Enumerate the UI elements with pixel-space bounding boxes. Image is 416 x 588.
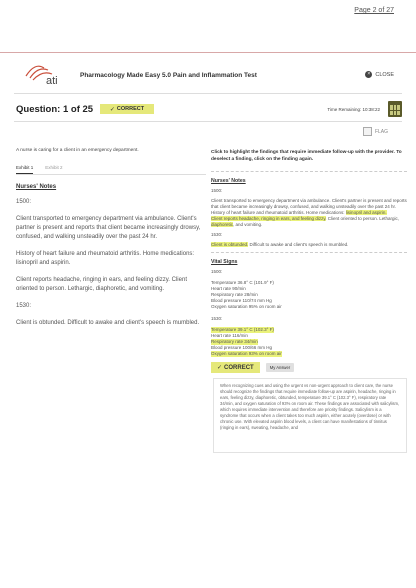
flag-label: FLAG <box>374 128 388 135</box>
vitals-list <box>211 327 407 357</box>
finding-obtunded-highlighted[interactable]: Client is obtunded. <box>211 242 249 247</box>
vital-respiratory-rate[interactable]: Respiratory rate 28/min <box>211 292 258 297</box>
finding-diaphoretic-highlighted[interactable]: diaphoretic <box>211 222 234 227</box>
answer-correct-badge <box>211 362 260 373</box>
finding-orientation[interactable]: Client oriented to person. Lethargic, <box>326 216 400 221</box>
vital-oxygen-saturation[interactable]: Oxygen saturation 95% on room air <box>211 304 282 309</box>
note-paragraph <box>211 242 407 248</box>
divider <box>14 93 402 94</box>
right-panel <box>211 150 407 453</box>
vitals-time: 1500: <box>211 269 223 274</box>
correct-badge-label: CORRECT <box>116 106 145 112</box>
note-time: 1530: <box>16 303 32 309</box>
note-paragraph[interactable]: Client transported to emergency department via ambulance. Client's partner is present and reports that client became increasingly drowsy, confused, and walking unsteadily over the past 24 hr. <box>211 198 407 209</box>
close-icon: × <box>365 71 372 78</box>
divider <box>211 252 407 253</box>
divider <box>0 52 416 53</box>
rationale-text: When recognizing cues and using the urgent vs non-urgent approach to client care, the nurse should recognize the findings that require immediate follow-up are aspirin, headache, ringing in ears, feeling dizzy, diaphoretic, obtunded, temperature 39.1° C (102.3° F), respiratory rate 34/min, and oxygen saturation of 93% on room air. These findings are associated with salicylism, which requires immediate intervention and therefore are priority findings. Salicylism is a syndrome that occurs when a client takes too much aspirin, either acutely (overdose) or with chronic use. With elevated aspirin blood levels, a client can have manifestations of tinnitus (ringing in ears), sweating, headache, and <box>213 378 407 453</box>
divider <box>211 171 407 172</box>
finding-medications-highlighted[interactable]: lisinopril and aspirin. <box>345 210 387 215</box>
logo-text: ati <box>46 75 58 86</box>
vital-respiratory-rate-highlighted[interactable]: Respiratory rate 34/min <box>211 339 258 344</box>
vitals-title: Vital Signs <box>211 259 238 265</box>
close-label: CLOSE <box>375 71 394 78</box>
note-paragraph <box>211 216 407 228</box>
vital-heart-rate[interactable]: Heart rate 116/min <box>211 333 248 338</box>
time-remaining: Time Remaining: 10:38:22 <box>327 107 380 112</box>
note-paragraph: Client is obtunded. Difficult to awake and client's speech is mumbled. <box>16 320 200 326</box>
tab-exhibit-1[interactable]: Exhibit 1 <box>16 165 33 174</box>
notes-title: Nurses' Notes <box>211 178 246 184</box>
correct-badge <box>100 104 154 114</box>
question-number: Question: 1 of 25 <box>16 104 94 115</box>
calculator-icon[interactable] <box>388 101 402 117</box>
instruction-text: Click to highlight the findings that require immediate follow-up with the provider. To deselect a finding, click on the finding again. <box>211 150 402 162</box>
vital-temperature[interactable]: Temperature 36.8° C (101.9° F) <box>211 280 274 285</box>
exhibit-tabs <box>16 165 206 174</box>
vital-blood-pressure[interactable]: Blood pressure 100/66 mm Hg <box>211 345 273 350</box>
note-paragraph: Client reports headache, ringing in ears, and feeling dizzy. Client oriented to person. Lethargic, diaphoretic, and vomiting. <box>16 277 187 292</box>
vitals-list <box>211 280 407 310</box>
divider <box>16 174 206 175</box>
my-answer-button[interactable]: My Answer <box>266 363 294 372</box>
note-time: 1530: <box>211 232 223 237</box>
finding-symptoms-highlighted[interactable]: Client reports headache, ringing in ears, and feeling dizzy. <box>211 216 327 221</box>
vital-blood-pressure[interactable]: Blood pressure 110/74 mm Hg <box>211 298 272 303</box>
ati-logo <box>24 64 70 86</box>
note-time: 1500: <box>211 188 223 193</box>
scenario-text: A nurse is caring for a client in an emergency department. <box>16 148 139 153</box>
flag-button[interactable] <box>363 127 388 136</box>
divider <box>14 121 402 122</box>
tab-exhibit-2[interactable]: Exhibit 2 <box>45 165 63 170</box>
check-icon: ✓ <box>109 106 115 113</box>
vital-heart-rate[interactable]: Heart rate 90/min <box>211 286 246 291</box>
close-button[interactable] <box>365 71 394 78</box>
page-indicator: Page 2 of 27 <box>354 7 394 14</box>
answer-correct-label: CORRECT <box>224 364 254 371</box>
vital-oxygen-saturation-highlighted[interactable]: Oxygen saturation 93% on room air <box>211 351 282 356</box>
finding-vomiting[interactable]: , and vomiting. <box>233 222 263 227</box>
flag-icon <box>363 127 372 136</box>
finding-history[interactable]: History of heart failure and rheumatoid arthritis. Home medications: <box>211 210 346 215</box>
note-time: 1500: <box>16 199 32 205</box>
note-paragraph: History of heart failure and rheumatoid arthritis. Home medications: lisinopril and aspirin. <box>16 251 195 266</box>
finding-speech[interactable]: Difficult to awake and client's speech is mumbled. <box>248 242 349 247</box>
answer-row <box>211 362 407 373</box>
check-icon: ✓ <box>217 365 223 371</box>
note-paragraph: Client transported to emergency department via ambulance. Client's partner is present and reports that client became increasingly drowsy, confused, and walking unsteadily over the past 24 hr. <box>16 216 201 240</box>
vital-temperature-highlighted[interactable]: Temperature 39.1° C (102.3° F) <box>211 327 274 332</box>
left-panel <box>16 148 206 328</box>
app-title: Pharmacology Made Easy 5.0 Pain and Inflammation Test <box>80 72 257 79</box>
notes-title: Nurses' Notes <box>16 184 57 190</box>
vitals-time: 1530: <box>211 316 223 321</box>
